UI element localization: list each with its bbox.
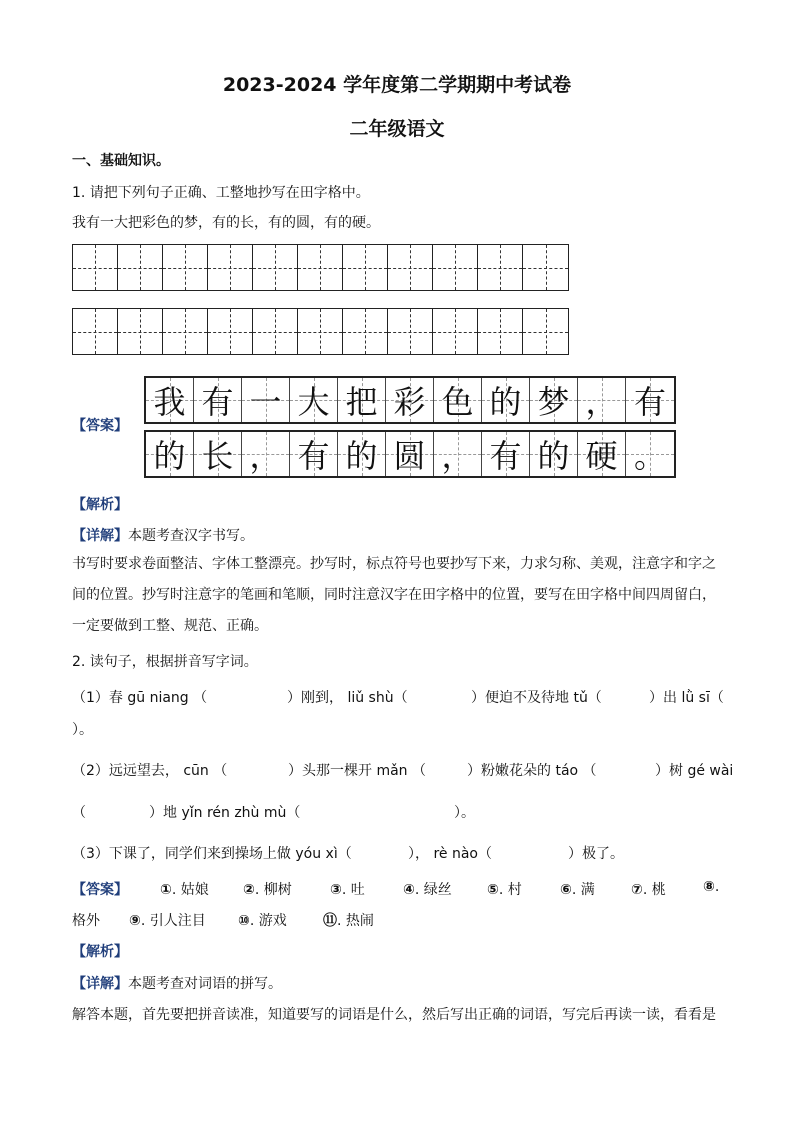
answer-number: ⑪ [323, 913, 337, 929]
q2-line4-b: ）， rè nào（ [408, 846, 492, 862]
explain-line: 书写时要求卷面整洁、字体工整漂亮。抄写时，标点符号也要抄写下来，力求匀称、美观，注意字和字之 [72, 556, 716, 572]
analysis-label-1: 【解析】 [72, 497, 128, 513]
q2-line1-d: ）出 lǜ sī（ [649, 690, 724, 706]
q2-line2-a: （2）远远望去， cūn （ [72, 763, 228, 779]
answer-label-1: 【答案】 [72, 418, 128, 434]
grid-cell[interactable] [433, 245, 478, 290]
answer-grid-cell [578, 432, 626, 476]
answer-character: 的 [153, 437, 186, 475]
answer-label-2: 【答案】 [72, 882, 128, 898]
answer-grid-cell [626, 378, 674, 422]
answer-item [72, 910, 100, 930]
answer-character: 的 [345, 437, 378, 475]
q2-line1-c: ）便迫不及待地 tǔ（ [471, 690, 602, 706]
answer-number: ① [160, 882, 172, 898]
answer-text: . 姑娘 [171, 882, 209, 898]
explain-line: 间的位置。抄写时注意字的笔画和笔顺，同时注意汉字在田字格中的位置，要写在田字格中间四周留白， [72, 587, 716, 603]
question-2-prompt: 2. 读句子，根据拼音写字词。 [72, 654, 258, 670]
q2-line1-b: ）刚到， liǔ shù（ [287, 690, 408, 706]
grid-cell[interactable] [163, 309, 208, 354]
tianzige-grid-row-1[interactable] [72, 244, 569, 291]
grid-cell[interactable] [298, 309, 343, 354]
answer-character: 色 [441, 383, 474, 421]
answer-number: ⑧ [703, 879, 715, 895]
answer-item [129, 910, 206, 930]
grid-cell[interactable] [253, 309, 298, 354]
answer-character: 有 [489, 437, 522, 475]
answer-item [631, 879, 666, 899]
q2-line3-b: ）地 yǐn rén zhù mù（ [149, 805, 301, 821]
answer-character: 的 [489, 383, 522, 421]
grid-cell[interactable] [253, 245, 298, 290]
grid-cell[interactable] [73, 245, 118, 290]
grid-cell[interactable] [73, 309, 118, 354]
grid-cell[interactable] [388, 309, 433, 354]
page-subtitle: 二年级语文 [349, 118, 445, 140]
answer-character: 有 [633, 383, 666, 421]
answer-grid-cell [530, 432, 578, 476]
q2-line4-c: ）极了。 [568, 846, 624, 862]
answer-grid-cell [290, 378, 338, 422]
answer-text: . 绿丝 [414, 882, 452, 898]
answer-item [330, 879, 365, 899]
answer-item [238, 910, 287, 930]
answer-number: ⑤ [487, 882, 499, 898]
analysis-label-2: 【解析】 [72, 944, 128, 960]
answer-text: . 吐 [341, 882, 365, 898]
answer-grid-cell [482, 378, 530, 422]
answer-grid-cell [434, 432, 482, 476]
detail-text: 本题考查汉字书写。 [128, 528, 254, 544]
answer-character: 梦 [537, 383, 570, 421]
answer-character: 的 [537, 437, 570, 475]
answer-grid-cell [146, 432, 194, 476]
q2-line1-a: （1）春 gū niang （ [72, 690, 208, 706]
answer-character: 一 [249, 383, 282, 421]
grid-cell[interactable] [208, 245, 253, 290]
answer-text: . 满 [571, 882, 595, 898]
answer-item [487, 879, 522, 899]
q2-line4-a: （3）下课了，同学们来到操场上做 yóu xì（ [72, 846, 352, 862]
q2-line2-d: ）树 gé wài [655, 763, 734, 779]
answer-character: ， [249, 437, 282, 475]
q2-line1-e: ）。 [72, 722, 93, 738]
answer-character: 长 [201, 437, 234, 475]
q2-line2-c: ）粉嫩花朵的 táo （ [467, 763, 597, 779]
answer-character: 硬 [585, 437, 618, 475]
grid-cell[interactable] [208, 309, 253, 354]
grid-cell[interactable] [388, 245, 433, 290]
answer-character: 有 [201, 383, 234, 421]
answer-text: . 桃 [642, 882, 666, 898]
grid-cell[interactable] [523, 309, 568, 354]
answer-character: 圆 [393, 437, 426, 475]
answer-character: 。 [633, 437, 666, 475]
answer-item [243, 879, 292, 899]
detail-text: 本题考查对词语的拼写。 [128, 976, 282, 992]
grid-cell[interactable] [523, 245, 568, 290]
page-title: 2023-2024 学年度第二学期期中考试卷 [222, 74, 572, 96]
grid-cell[interactable] [118, 245, 163, 290]
answer-number: ③ [330, 882, 342, 898]
answer-number: ④ [403, 882, 415, 898]
grid-cell[interactable] [163, 245, 208, 290]
answer-character: 大 [297, 383, 330, 421]
answer-grid-cell [578, 378, 626, 422]
answer-text: . 柳树 [254, 882, 292, 898]
answer-grid-cell [386, 378, 434, 422]
answer-item [323, 910, 374, 930]
detail-label: 【详解】 [72, 976, 128, 992]
grid-cell[interactable] [343, 309, 388, 354]
answer-grid-cell [338, 378, 386, 422]
answer-grid-cell [386, 432, 434, 476]
explanation-2: 解答本题，首先要把拼音读准，知道要写的词语是什么，然后写出正确的词语，写完后再读一读，看看是 [72, 1007, 716, 1023]
answer-character: ， [441, 437, 474, 475]
answer-number: ⑨ [129, 913, 141, 929]
answer-character: 我 [153, 383, 186, 421]
answer-grid-cell [434, 378, 482, 422]
detail-2 [72, 973, 282, 993]
grid-cell[interactable] [433, 309, 478, 354]
answer-grid-cell [146, 378, 194, 422]
question-1-sentence: 我有一大把彩色的梦，有的长，有的圆，有的硬。 [72, 215, 380, 231]
answer-item [560, 879, 595, 899]
answer-character: 有 [297, 437, 330, 475]
answer-grid-row-1 [144, 376, 676, 424]
answer-grid-cell [194, 378, 242, 422]
question-1-prompt: 1. 请把下列句子正确、工整地抄写在田字格中。 [72, 185, 370, 201]
answer-item [160, 879, 209, 899]
answer-character: ， [585, 383, 618, 421]
answer-grid-cell [242, 378, 290, 422]
q2-line2-b: ）头那一棵开 mǎn （ [288, 763, 426, 779]
answer-number: ⑦ [631, 882, 643, 898]
grid-cell[interactable] [298, 245, 343, 290]
explain-line: 一定要做到工整、规范、正确。 [72, 618, 268, 634]
explanation-1 [72, 549, 722, 642]
answer-grid-row-2 [144, 430, 676, 478]
answer-character: 把 [345, 383, 378, 421]
grid-cell[interactable] [343, 245, 388, 290]
answer-text: 格外 [72, 913, 100, 929]
answer-text: . 游戏 [249, 913, 287, 929]
answer-grid-cell [290, 432, 338, 476]
answer-grid-cell [242, 432, 290, 476]
answer-text: . 村 [498, 882, 522, 898]
answer-text: . [714, 879, 720, 895]
answer-grid-cell [194, 432, 242, 476]
answer-item [403, 879, 452, 899]
grid-cell[interactable] [478, 309, 523, 354]
answer-text: . 热闹 [337, 913, 374, 929]
detail-label: 【详解】 [72, 528, 128, 544]
answer-text: . 引人注目 [140, 913, 206, 929]
answer-character: 彩 [393, 383, 426, 421]
q2-line3-c: ）。 [454, 805, 475, 821]
answer-number: ② [243, 882, 255, 898]
answer-grid-cell [338, 432, 386, 476]
tianzige-grid-row-2[interactable] [72, 308, 569, 355]
answer-grid-cell [626, 432, 674, 476]
section-heading: 一、基础知识。 [72, 153, 170, 169]
grid-cell[interactable] [478, 245, 523, 290]
answer-item [703, 879, 719, 895]
answer-grid-cell [530, 378, 578, 422]
answer-grid-cell [482, 432, 530, 476]
detail-1 [72, 525, 254, 545]
grid-cell[interactable] [118, 309, 163, 354]
answer-number: ⑩ [238, 913, 250, 929]
q2-line3-a: （ [72, 805, 86, 821]
answer-number: ⑥ [560, 882, 572, 898]
